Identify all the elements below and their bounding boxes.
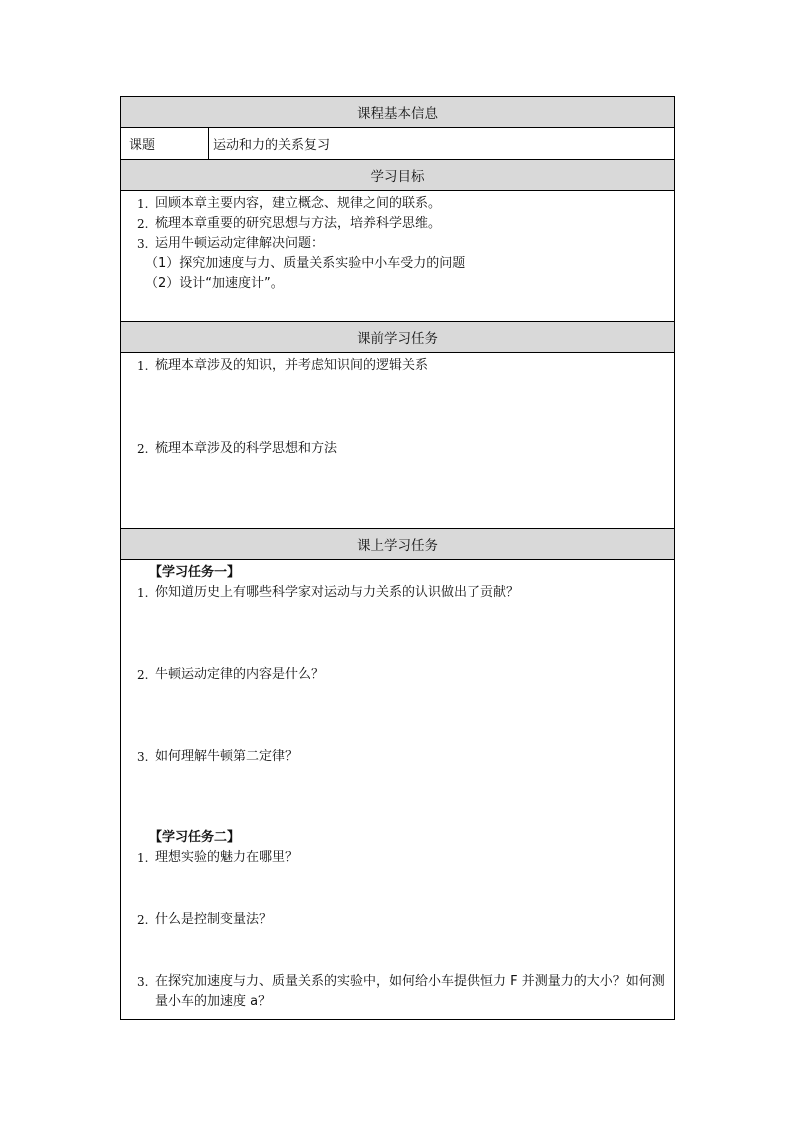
pre-class-text: 梳理本章涉及的知识，并考虑知识间的逻辑关系 [155,358,429,373]
answer-space [155,868,666,910]
task-two-title: 【学习任务二】 [149,830,241,845]
in-class-header: 课上学习任务 [121,529,675,560]
pre-class-item [137,356,666,376]
course-topic-label: 课题 [121,128,209,160]
objective-text: 梳理本章重要的研究思想与方法，培养科学思维。 [155,216,442,231]
lesson-info-table [120,96,675,1020]
answer-space [155,685,666,747]
answer-space [155,376,666,439]
objectives-header: 学习目标 [121,160,675,191]
task-two-item [137,972,666,1012]
task-two-text: 理想实验的魅力在哪里？ [155,850,299,865]
objective-item [137,194,666,214]
task-two-text: 什么是控制变量法？ [155,912,273,927]
objective-subitem: （1）探究加速度与力、质量关系实验中小车受力的问题 [145,256,466,271]
objective-item [137,234,666,254]
pre-class-item [137,439,666,459]
task-two-number: 1. [137,851,149,865]
answer-space [155,603,666,665]
objective-subitem: （2）设计“加速度计”。 [145,276,284,291]
task-one-text: 你知道历史上有哪些科学家对运动与力关系的认识做出了贡献？ [155,585,520,600]
objective-text: 回顾本章主要内容，建立概念、规律之间的联系。 [155,196,442,211]
answer-space [155,930,666,972]
task-two-number: 2. [137,913,149,927]
task-one-item [137,747,666,767]
objective-text: 运用牛顿运动定律解决问题： [155,236,325,251]
objectives-content [121,191,675,322]
task-two-item [137,848,666,868]
objective-number: 2. [137,217,149,231]
task-one-item [137,583,666,603]
objective-number: 1. [137,197,149,211]
task-one-text: 如何理解牛顿第二定律？ [155,749,299,764]
task-two-item [137,910,666,930]
task-one-number: 2. [137,668,149,682]
basic-info-header: 课程基本信息 [121,97,675,128]
course-topic-value: 运动和力的关系复习 [209,128,675,160]
task-one-number: 3. [137,750,149,764]
task-one-text: 牛顿运动定律的内容是什么？ [155,667,325,682]
pre-class-number: 1. [137,359,149,373]
pre-class-number: 2. [137,442,149,456]
in-class-content [121,560,675,1020]
objective-number: 3. [137,237,149,251]
task-one-title: 【学习任务一】 [149,565,241,580]
pre-class-text: 梳理本章涉及的科学思想和方法 [155,441,338,456]
pre-class-content [121,353,675,529]
task-two-text: 在探究加速度与力、质量关系的实验中，如何给小车提供恒力 F 并测量力的大小？如何测量小车的加速度 a？ [155,974,665,1009]
answer-space [155,767,666,828]
task-two-number: 3. [137,975,149,989]
objective-item [137,214,666,234]
task-one-item [137,665,666,685]
pre-class-header: 课前学习任务 [121,322,675,353]
task-one-number: 1. [137,586,149,600]
